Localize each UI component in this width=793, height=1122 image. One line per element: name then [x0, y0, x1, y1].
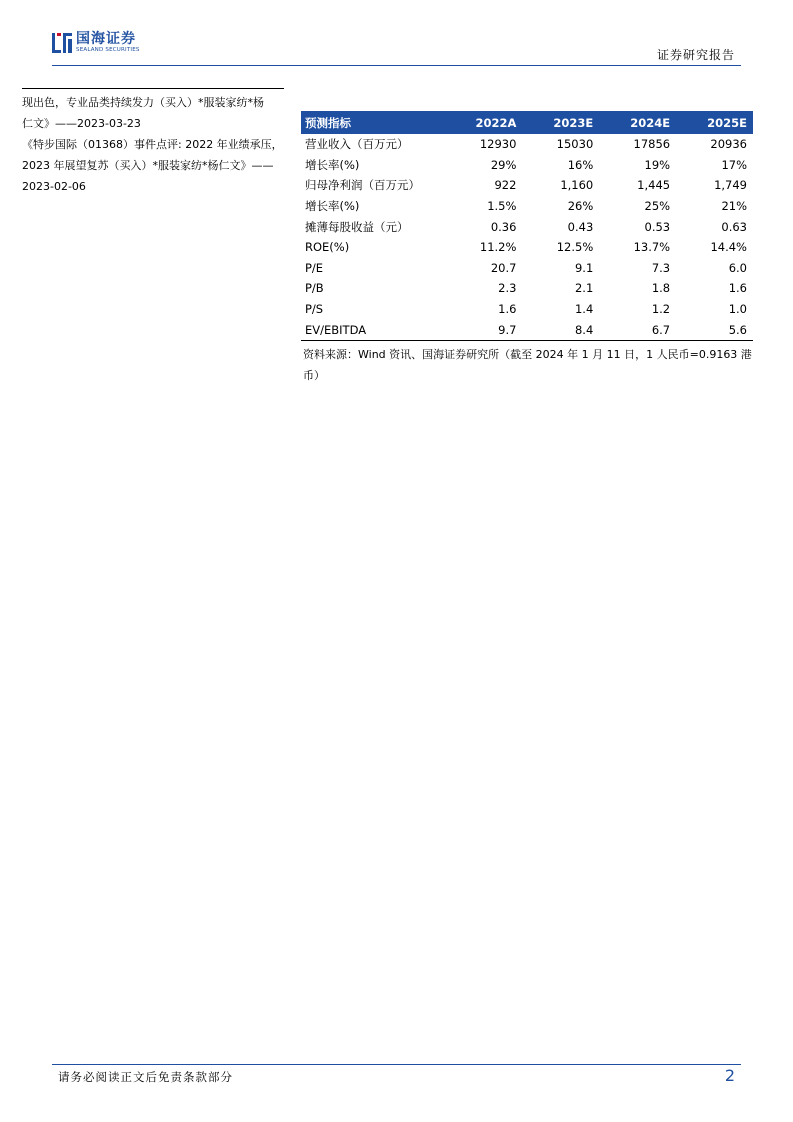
logo-text-en: SEALAND SECURITIES [76, 47, 140, 54]
company-logo [52, 30, 140, 56]
table-row [301, 155, 753, 176]
table-cell: 1,160 [560, 178, 594, 193]
sealand-logo-icon [52, 31, 72, 55]
table-row-label: ROE(%) [305, 240, 350, 255]
table-cell: 17% [721, 157, 747, 172]
table-cell: 0.63 [721, 219, 747, 234]
footer-disclaimer: 请务必阅读正文后免责条款部分 [58, 1070, 233, 1084]
table-cell: 13.7% [633, 240, 671, 255]
table-header-cell: 2024E [599, 111, 676, 134]
table-row [301, 175, 753, 196]
related-report-line: 现出色，专业品类持续发力（买入）*服装家纺*杨 [22, 96, 264, 109]
table-row [301, 196, 753, 217]
table-source-note: 资料来源：Wind 资讯、国海证券研究所（截至 2024 年 1 月 11 日，1 人民币=0.9163 港币） [303, 348, 752, 382]
table-cell: 16% [567, 157, 594, 172]
table-cell: 1.5% [487, 199, 517, 214]
table-cell: 29% [490, 157, 517, 172]
table-row [301, 237, 753, 258]
table-row [301, 299, 753, 320]
table-cell: 5.6 [676, 319, 753, 340]
related-report-line: 《特步国际（01368）事件点评: 2022 年业绩承压， [22, 138, 283, 151]
page-number: 2 [724, 1066, 735, 1085]
table-cell: 26% [567, 199, 594, 214]
table-cell: 8.4 [522, 319, 599, 340]
related-reports [22, 88, 284, 197]
table-cell: 12.5% [556, 240, 594, 255]
table-row-label: 营业收入（百万元） [305, 137, 409, 152]
related-report-line: 2023-02-06 [22, 180, 86, 193]
table-row [301, 134, 753, 155]
table-header-row [301, 111, 753, 134]
table-cell: 20936 [710, 137, 747, 152]
table-cell: 0.36 [490, 219, 517, 234]
table-header-cell: 预测指标 [301, 111, 446, 134]
table-row-label: 增长率(%) [305, 199, 360, 214]
table-header-cell: 2025E [676, 111, 753, 134]
table-row [301, 278, 753, 299]
table-cell: 6.0 [728, 260, 747, 275]
table-cell: 1.4 [574, 302, 594, 317]
table-cell: 1.2 [651, 302, 671, 317]
table-cell: 9.7 [446, 319, 523, 340]
table-cell: 19% [644, 157, 671, 172]
table-cell: 17856 [633, 137, 671, 152]
table-cell: 15030 [556, 137, 594, 152]
table-cell: 1.6 [498, 302, 517, 317]
table-row [301, 319, 753, 340]
table-row-label: 摊薄每股收益（元） [305, 219, 409, 234]
table-cell: 20.7 [490, 260, 517, 275]
table-header-cell: 2022A [446, 111, 523, 134]
table-row-label: EV/EBITDA [301, 319, 446, 340]
table-cell: 12930 [479, 137, 517, 152]
header-divider [52, 65, 741, 66]
table-cell: 21% [721, 199, 747, 214]
report-type: 证券研究报告 [656, 48, 735, 62]
table-cell: 2.1 [574, 281, 594, 296]
table-row [301, 258, 753, 279]
related-report-line: 仁文》——2023-03-23 [22, 117, 141, 130]
forecast-table [301, 111, 753, 341]
table-cell: 14.4% [710, 240, 747, 255]
table-cell: 0.53 [644, 219, 671, 234]
table-row-label: 归母净利润（百万元） [305, 178, 420, 193]
table-cell: 1.6 [728, 281, 747, 296]
table-cell: 1,749 [714, 178, 747, 193]
table-cell: 7.3 [651, 260, 671, 275]
table-cell: 1.8 [651, 281, 671, 296]
table-row [301, 216, 753, 237]
table-cell: 1.0 [728, 302, 747, 317]
table-cell: 0.43 [567, 219, 594, 234]
logo-text-cn: 国海证券 [76, 31, 136, 48]
table-row-label: 增长率(%) [305, 157, 360, 172]
table-row-label: P/B [305, 281, 324, 296]
table-row-label: P/E [305, 260, 324, 275]
table-cell: 25% [644, 199, 671, 214]
table-cell: 2.3 [498, 281, 517, 296]
table-cell: 11.2% [479, 240, 517, 255]
table-cell: 922 [494, 178, 517, 193]
table-cell: 1,445 [637, 178, 671, 193]
table-cell: 6.7 [599, 319, 676, 340]
related-report-line: 2023 年展望复苏（买入）*服装家纺*杨仁文》—— [22, 159, 274, 172]
table-cell: 9.1 [574, 260, 594, 275]
table-row-label: P/S [305, 302, 324, 317]
table-header-cell: 2023E [522, 111, 599, 134]
footer-divider [52, 1064, 741, 1065]
